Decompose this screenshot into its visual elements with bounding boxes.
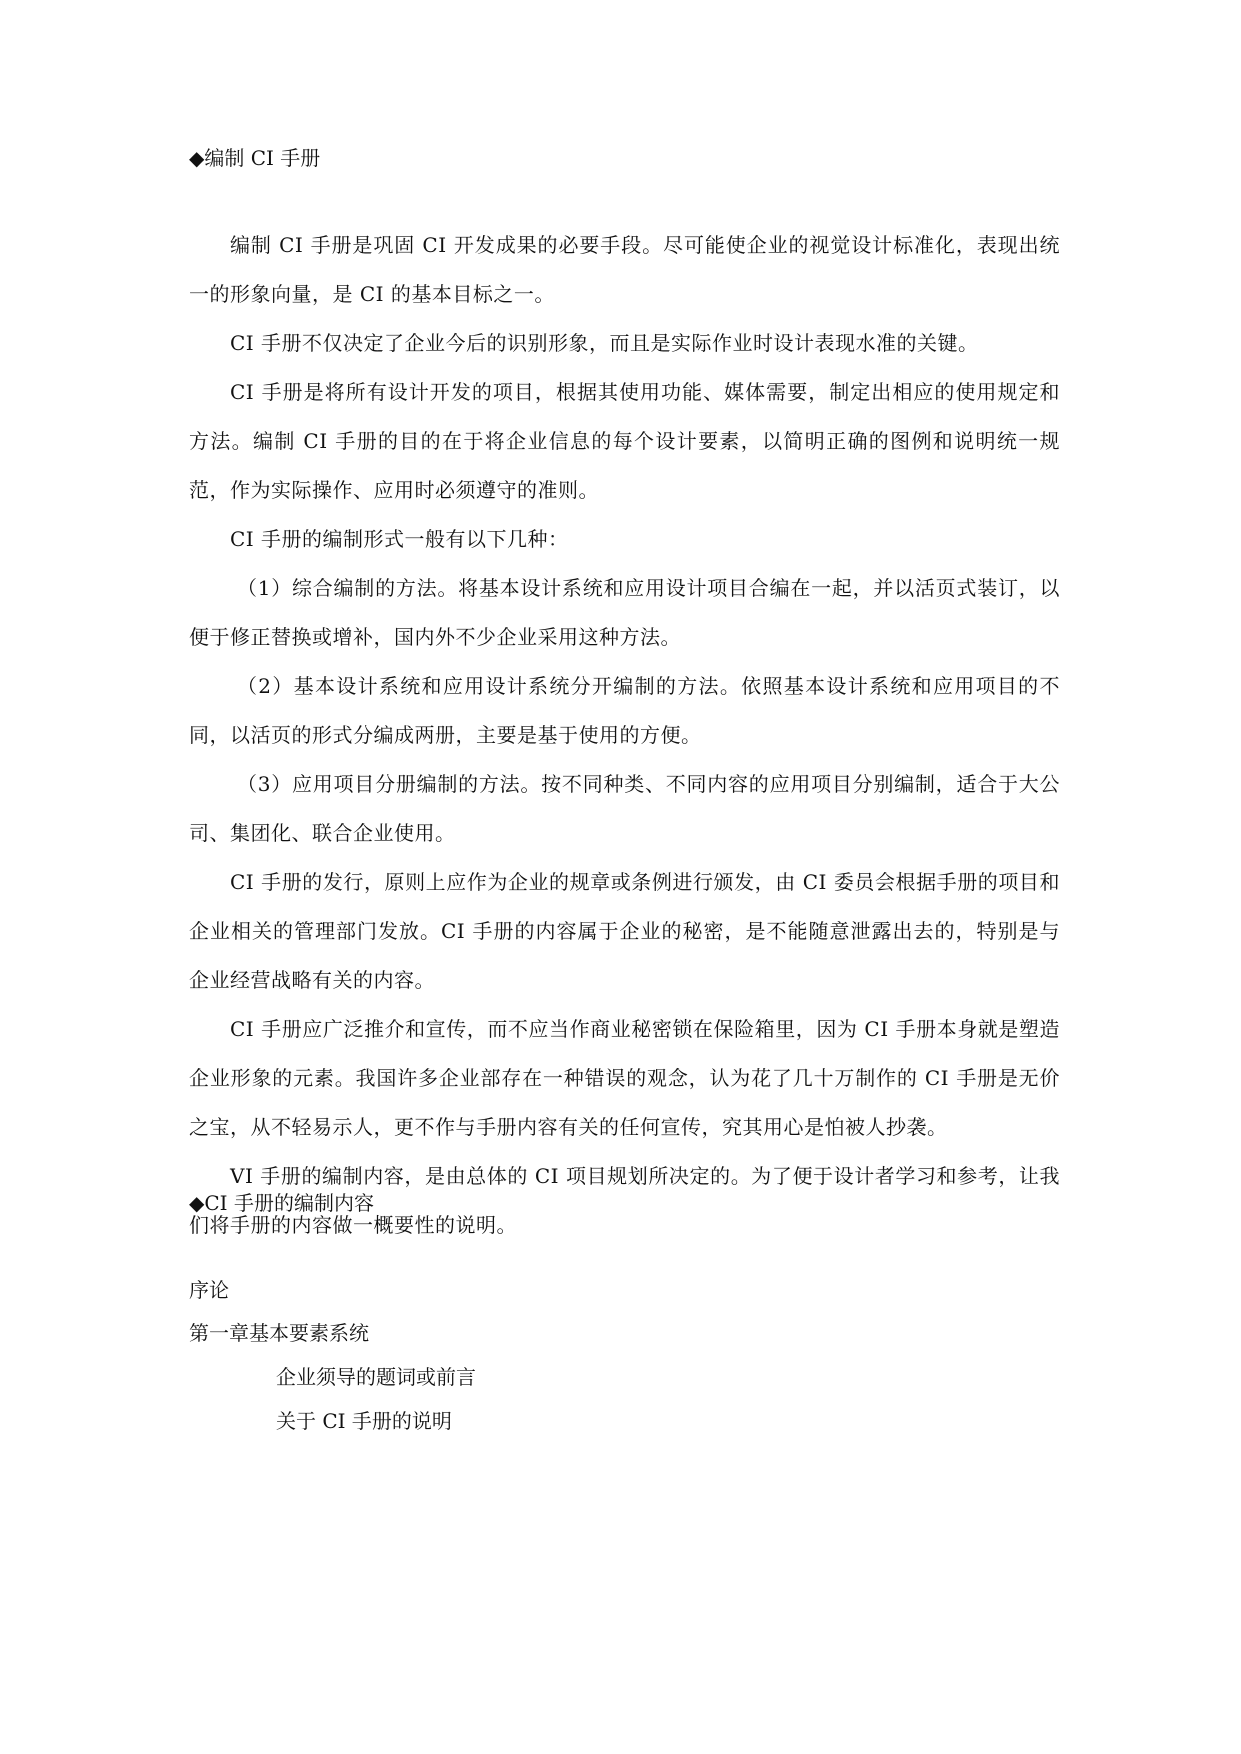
- paragraph-1: 编制 CI 手册是巩固 CI 开发成果的必要手段。尽可能使企业的视觉设计标准化，表现出统一的形象向量，是 CI 的基本目标之一。: [189, 233, 1060, 306]
- paragraph-6: CI 手册应广泛推介和宣传，而不应当作商业秘密锁在保险箱里，因为 CI 手册本身就是塑造企业形象的元素。我国许多企业部存在一种错误的观念，认为花了几十万制作的 CI 手册是无价之宝，从不轻易示人，更不作与手册内容有关的任何宣传，究其用心是怕被人抄袭。: [189, 1017, 1060, 1139]
- paragraph-method-3: （3）应用项目分册编制的方法。按不同种类、不同内容的应用项目分别编制，适合于大公司、集团化、联合企业使用。: [189, 772, 1060, 845]
- paragraph-method-1: （1）综合编制的方法。将基本设计系统和应用设计项目合编在一起，并以活页式装订，以便于修正替换或增补，国内外不少企业采用这种方法。: [189, 576, 1060, 649]
- toc-chapter-1: 第一章基本要素系统: [189, 1321, 369, 1345]
- paragraph-4: CI 手册的编制形式一般有以下几种：: [230, 527, 569, 551]
- paragraph-3: CI 手册是将所有设计开发的项目，根据其使用功能、媒体需要，制定出相应的使用规定和方法。编制 CI 手册的目的在于将企业信息的每个设计要素，以简明正确的图例和说明统一规范，作为实际操作、应用时必须遵守的准则。: [189, 380, 1060, 502]
- paragraph-2: CI 手册不仅决定了企业今后的识别形象，而且是实际作业时设计表现水准的关键。: [230, 331, 979, 355]
- toc-item-preface-inscription: 企业须导的题词或前言: [276, 1365, 476, 1389]
- body-text-block: [189, 221, 1060, 1250]
- toc-item-manual-explanation: 关于 CI 手册的说明: [276, 1409, 452, 1433]
- paragraph-method-2: （2）基本设计系统和应用设计系统分开编制的方法。依照基本设计系统和应用项目的不同，以活页的形式分编成两册，主要是基于使用的方便。: [189, 674, 1060, 747]
- section-heading-ci-manual-contents: ◆CI 手册的编制内容: [189, 1191, 374, 1215]
- toc-preface: 序论: [189, 1278, 229, 1302]
- section-heading-compile-ci-manual: ◆编制 CI 手册: [189, 146, 321, 170]
- paragraph-5: CI 手册的发行，原则上应作为企业的规章或条例进行颁发，由 CI 委员会根据手册的项目和企业相关的管理部门发放。CI 手册的内容属于企业的秘密，是不能随意泄露出去的，特别是与企业经营战略有关的内容。: [189, 870, 1060, 992]
- paragraph-7: VI 手册的编制内容，是由总体的 CI 项目规划所决定的。为了便于设计者学习和参考，让我们将手册的内容做一概要性的说明。: [189, 1164, 1060, 1237]
